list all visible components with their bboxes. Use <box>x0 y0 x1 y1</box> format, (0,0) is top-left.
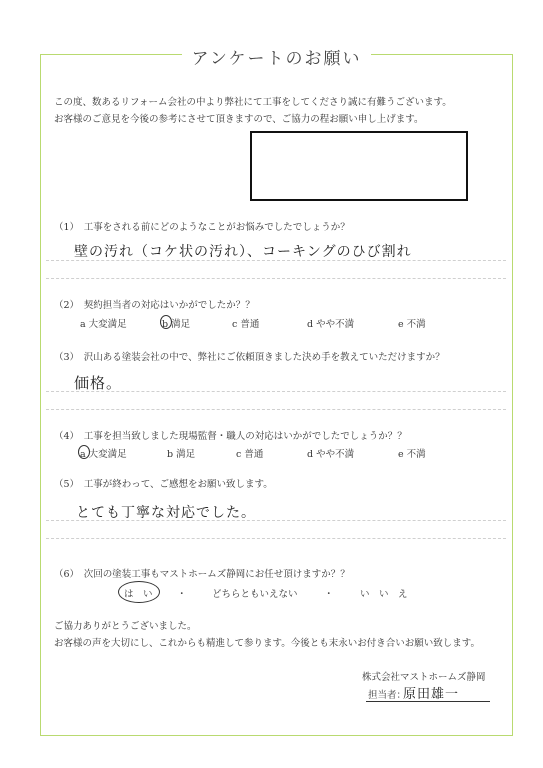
staff-label: 担当者： <box>368 690 407 701</box>
redacted-box <box>250 131 468 201</box>
q4-option-b: b 満足 <box>167 449 196 460</box>
q1-answer-line-1 <box>46 260 506 261</box>
q1-answer: 壁の汚れ（コケ状の汚れ）、コーキングのひび割れ <box>74 244 412 260</box>
title-wrap <box>40 44 513 69</box>
q6-option-no: い い え <box>360 589 408 600</box>
q2-option-b: b 満足 <box>162 319 191 330</box>
q2-option-d: d やや不満 <box>307 319 355 330</box>
survey-title: アンケートのお願い <box>182 44 372 69</box>
company-name: 株式会社マストホームズ静岡 <box>362 672 486 683</box>
q2-selected-circle <box>160 315 172 329</box>
q2-option-a: a 大変満足 <box>80 319 127 330</box>
q6-option-yes: は い <box>124 589 153 600</box>
q3-answer-line-1 <box>46 391 506 392</box>
staff-name: 原田雄一 <box>403 687 460 702</box>
q6-selected-circle <box>118 581 160 603</box>
q4-option-e: e 不満 <box>398 449 426 460</box>
intro-line-1: この度、数あるリフォーム会社の中より弊社にて工事をしてくださり誠に有難うございます。 <box>54 97 452 108</box>
q6-separator-2: ・ <box>324 589 334 600</box>
q6-label: （6） 次回の塗装工事もマストホームズ静岡にお任せ頂けますか？？ <box>54 569 350 580</box>
staff-underline <box>366 701 490 702</box>
closing-line-1: ご協力ありがとうございました。 <box>54 621 197 632</box>
q5-answer-line-2 <box>46 538 506 539</box>
q2-option-e: e 不満 <box>398 319 426 330</box>
q3-label: （3） 沢山ある塗装会社の中で、弊社にご依頼頂きました決め手を教えていただけますか？ <box>54 352 445 363</box>
q4-option-c: c 普通 <box>236 449 264 460</box>
q4-label: （4） 工事を担当致しました現場監督・職人の対応はいかがでしたでしょうか？？ <box>54 431 407 442</box>
q6-option-neither: どちらともいえない <box>212 589 298 600</box>
intro-line-2: お客様のご意見を今後の参考にさせて頂きますので、ご協力の程お願い申し上げます。 <box>54 114 424 125</box>
closing-line-2: お客様の声を大切にし、これからも精進して参ります。今後とも末永いお付き合いお願い致します。 <box>54 638 480 649</box>
q6-separator-1: ・ <box>177 589 187 600</box>
q1-answer-line-2 <box>46 278 506 279</box>
q4-option-d: d やや不満 <box>307 449 355 460</box>
q2-label: （2） 契約担当者の対応はいかがでしたか？？ <box>54 300 255 311</box>
q1-label: （1） 工事をされる前にどのようなことがお悩みでしたでしょうか？ <box>54 222 350 233</box>
q3-answer-line-2 <box>46 409 506 410</box>
q4-selected-circle <box>78 445 90 459</box>
q4-option-a: a 大変満足 <box>80 449 127 460</box>
q5-label: （5） 工事が終わって、ご感想をお願い致します。 <box>54 479 273 490</box>
q3-answer: 価格。 <box>74 374 123 392</box>
q2-option-c: c 普通 <box>232 319 260 330</box>
q5-answer: とても丁寧な対応でした。 <box>76 505 256 521</box>
q5-answer-line-1 <box>46 520 506 521</box>
